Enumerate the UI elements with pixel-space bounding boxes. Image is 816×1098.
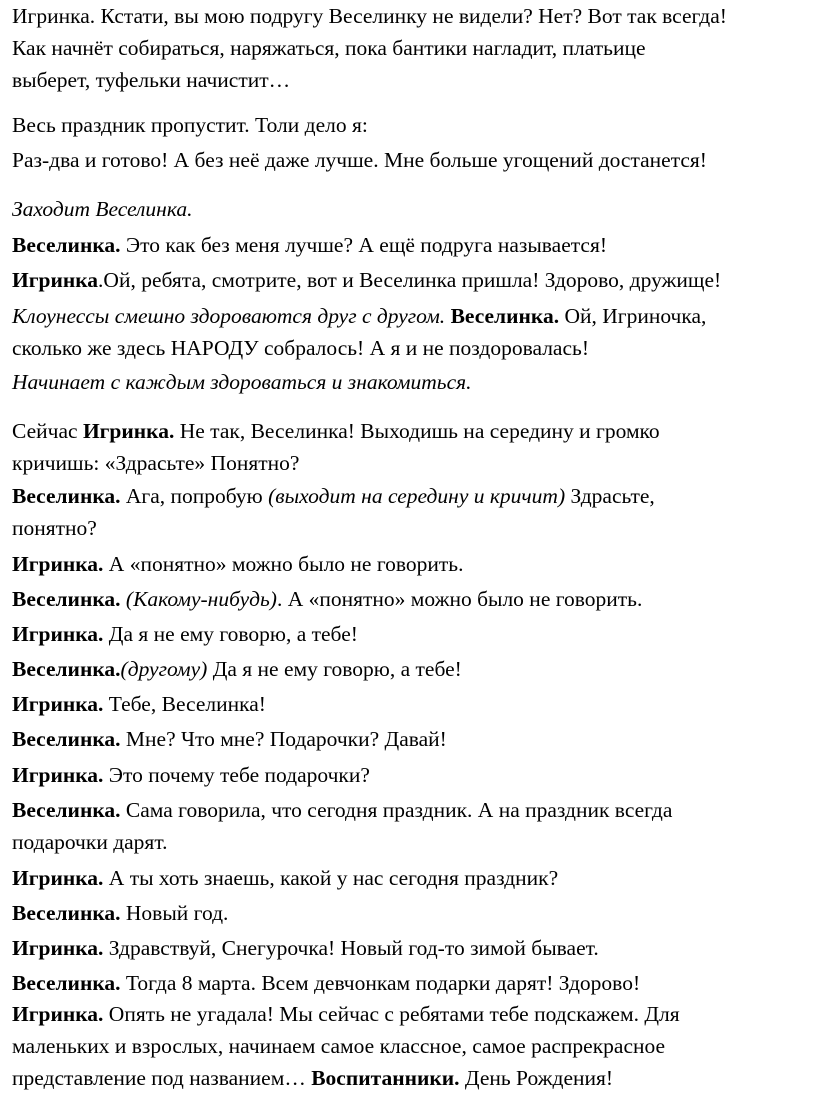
stage-direction-text: (другому) — [120, 657, 208, 681]
speech-text: Ой, Игриночка, — [559, 304, 707, 328]
text-line: Как начнёт собираться, наряжаться, пока бантики нагладит, платьице — [12, 36, 646, 60]
speech-text: Сама говорила, что сегодня праздник. А на праздник всегда — [120, 798, 673, 822]
dialogue-block — [12, 998, 680, 1094]
speech-text: Да я не ему говорю, а тебе! — [103, 622, 358, 646]
dialogue-line: понятно? — [12, 516, 97, 540]
speech-text: Не так, Веселинка! Выходишь на середину и громко — [174, 419, 660, 443]
speaker-name: Веселинка. — [12, 233, 121, 257]
dialogue-line — [12, 1062, 680, 1094]
dialogue-line — [12, 688, 266, 720]
speech-text: представление под названием… — [12, 1066, 312, 1090]
speaker-name: Игринка. — [82, 419, 175, 443]
dialogue-line — [12, 548, 463, 580]
speech-text: Это почему тебе подарочки? — [103, 763, 370, 787]
speaker-name: Веселинка. — [12, 657, 121, 681]
speech-text: А ты хоть знаешь, какой у нас сегодня праздник? — [103, 866, 559, 890]
stage-direction-text: (Какому-нибудь) — [120, 587, 277, 611]
speech-text: День Рождения! — [459, 1066, 614, 1090]
speaker-name: Игринка — [12, 268, 99, 292]
dialogue-line: кричишь: «Здрасьте» Понятно? — [12, 451, 300, 475]
speaker-name: Веселинка. — [12, 901, 121, 925]
speech-text: Новый год. — [120, 901, 229, 925]
speech-prefix: Сейчас — [12, 419, 83, 443]
text-line: Раз-два и готово! А без неё даже лучше. Мне больше угощений достанется! — [12, 148, 707, 172]
speaker-name: Игринка. — [12, 622, 104, 646]
speaker-name: Веселинка. — [12, 727, 121, 751]
speaker-name: Игринка. — [12, 763, 104, 787]
speech-text: Мне? Что мне? Подарочки? Давай! — [120, 727, 447, 751]
dialogue-line: маленьких и взрослых, начинаем самое классное, самое распрекрасное — [12, 1034, 666, 1058]
dialogue-line — [12, 932, 599, 964]
speaker-name: Воспитанники. — [311, 1066, 460, 1090]
dialogue-line — [12, 897, 228, 929]
dialogue-line — [12, 618, 358, 650]
paragraph-intro — [12, 0, 727, 96]
speech-text: Ага, попробую — [120, 484, 269, 508]
stage-direction — [12, 366, 471, 398]
speech-text: Здравствуй, Снегурочка! Новый год-то зимой бывает. — [103, 936, 599, 960]
dialogue-line — [12, 264, 721, 296]
dialogue-line — [12, 415, 660, 447]
dialogue-line — [12, 723, 447, 755]
stage-direction — [12, 193, 193, 225]
stage-direction-text: (выходит на середину и кричит) — [268, 484, 566, 508]
speaker-name: Игринка. — [12, 866, 104, 890]
speaker-name: Игринка. — [12, 552, 104, 576]
speaker-name: Веселинка. — [12, 798, 121, 822]
speech-text: .Ой, ребята, смотрите, вот и Веселинка пришла! Здорово, дружище! — [98, 268, 722, 292]
dialogue-line — [12, 794, 672, 826]
dialogue-line — [12, 967, 640, 999]
speech-text: Это как без меня лучше? А ещё подруга называется! — [120, 233, 608, 257]
speaker-name: Веселинка. — [12, 484, 121, 508]
dialogue-line — [12, 480, 655, 512]
text-line: Весь праздник пропустит. Толи дело я: — [12, 113, 368, 137]
dialogue-line — [12, 653, 462, 685]
speech-text: Здрасьте, — [565, 484, 655, 508]
dialogue-line — [12, 583, 642, 615]
speech-text: Да я не ему говорю, а тебе! — [207, 657, 462, 681]
speech-text: . А «понятно» можно было не говорить. — [276, 587, 643, 611]
dialogue-block — [12, 300, 706, 364]
dialogue-line — [12, 862, 558, 894]
dialogue-line — [12, 998, 680, 1030]
text-line: Игринка. Кстати, вы мою подругу Веселинку не видели? Нет? Вот так всегда! — [12, 4, 727, 28]
speaker-name: Веселинка. — [12, 971, 121, 995]
speaker-name: Игринка. — [12, 692, 104, 716]
speech-text: А «понятно» можно было не говорить. — [103, 552, 464, 576]
speaker-name: Веселинка. — [445, 304, 560, 328]
stage-direction-text: Клоунессы смешно здороваются друг с другом. — [12, 304, 446, 328]
speech-text: Тебе, Веселинка! — [103, 692, 266, 716]
dialogue-block — [12, 794, 672, 858]
speaker-name: Игринка. — [12, 936, 104, 960]
dialogue-line: сколько же здесь НАРОДУ собралось! А я и не поздоровалась! — [12, 336, 589, 360]
dialogue-line — [12, 229, 607, 261]
speaker-name: Игринка. — [12, 1002, 104, 1026]
speech-text: Тогда 8 марта. Всем девчонкам подарки дарят! Здорово! — [120, 971, 641, 995]
dialogue-block — [12, 480, 655, 544]
dialogue-line — [12, 759, 370, 791]
text-line: выберет, туфельки начистит… — [12, 68, 291, 92]
dialogue-line: подарочки дарят. — [12, 830, 168, 854]
speaker-name: Веселинка. — [12, 587, 121, 611]
dialogue-block — [12, 415, 660, 479]
stage-direction-text: Начинает с каждым здороваться и знакомиться. — [12, 370, 472, 394]
stage-direction-text: Заходит Веселинка. — [12, 197, 193, 221]
speech-text: Опять не угадала! Мы сейчас с ребятами тебе подскажем. Для — [103, 1002, 680, 1026]
dialogue-line — [12, 300, 706, 332]
